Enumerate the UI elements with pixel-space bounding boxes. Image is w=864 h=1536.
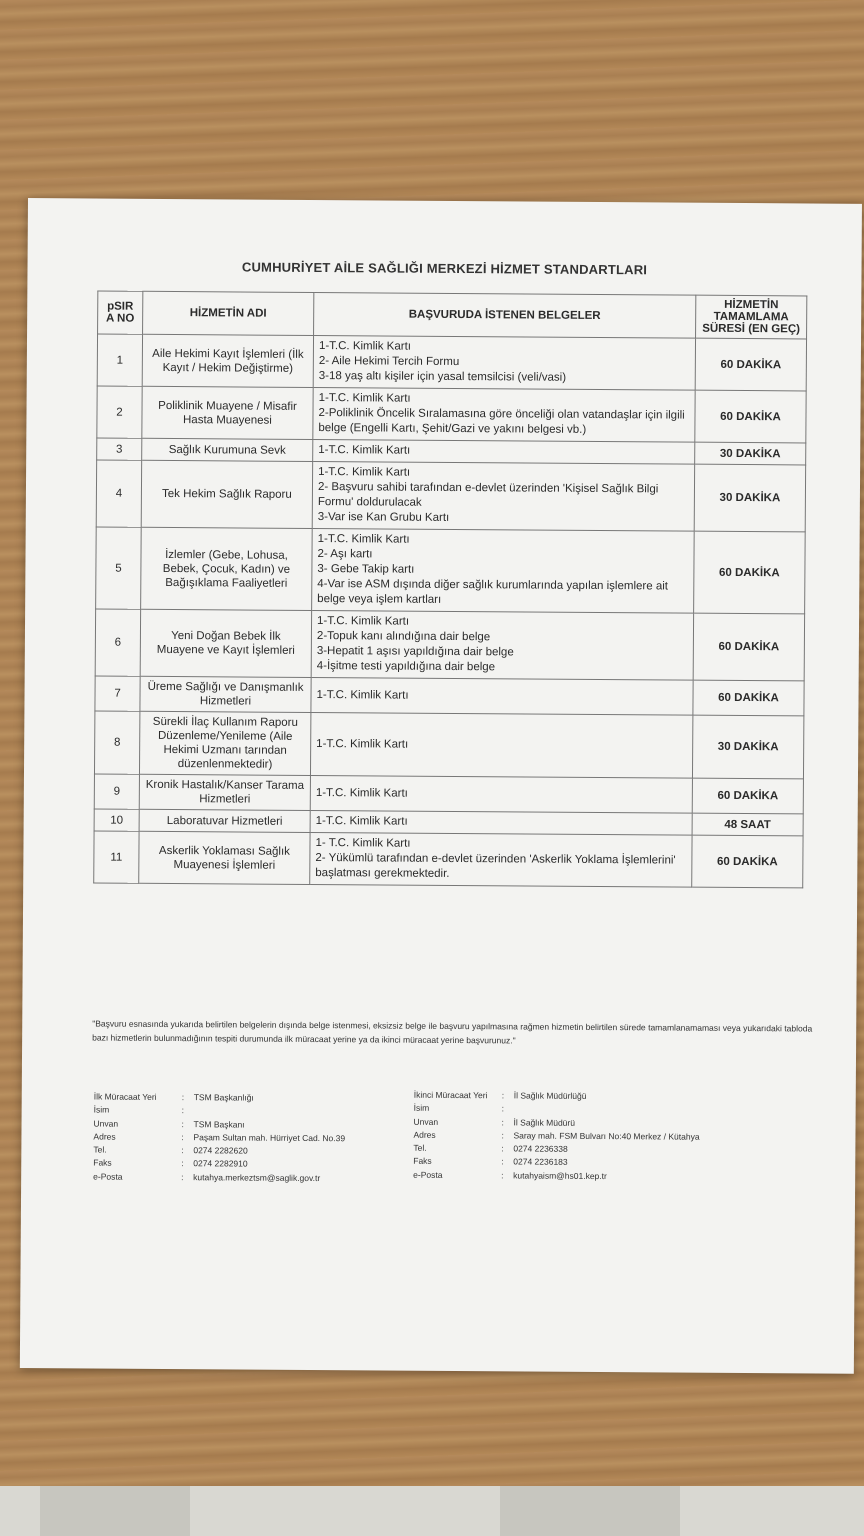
required-documents (310, 775, 692, 813)
document-item: 1- T.C. Kimlik Kartı (315, 837, 411, 850)
second-contact-separator: : (501, 1156, 504, 1167)
first-contact-value: 0274 2282910 (193, 1158, 248, 1170)
document-item: 2- Başvuru sahibi tarafından e-devlet üzerinden 'Kişisel Sağlık Bilgi Formu' doldurulacak (317, 481, 659, 509)
service-name: Poliklinik Muayene / Misafir Hasta Muayenesi (142, 386, 313, 439)
first-contact-label: Adres (93, 1131, 116, 1142)
completion-time: 48 SAAT (692, 813, 803, 836)
first-contact-label: İlk Müracaat Yeri (93, 1091, 157, 1102)
first-contact-separator: : (181, 1105, 185, 1116)
document-item: 1-T.C. Kimlik Kartı (316, 737, 409, 751)
first-contact-separator: : (181, 1092, 185, 1103)
document-item: 2-Topuk kanı alındığına dair belge (316, 630, 491, 644)
second-contact-separator: : (501, 1143, 504, 1154)
completion-time: 60 DAKİKA (693, 613, 804, 681)
service-name: Kronik Hastalık/Kanser Tarama Hizmetleri (139, 774, 310, 810)
document-item: 2- Aile Hekimi Tercih Formu (318, 355, 460, 369)
row-number: 1 (97, 334, 142, 386)
completion-time: 60 DAKİKA (694, 531, 806, 614)
complaint-note: "Başvuru esnasında yukarıda belirtilen belgelerin dışında belge istenmesi, eksizsiz belge ile başvuru yapılmasına rağmen hizmetin belirtilen sürede tamamlanamaması veya yukarıdaki tabloda bazı hizmetlerin bulunmadığının tespiti durumunda ilk müracaat yerine ya da ikinci müracaat yerine başvurunuz." (92, 1018, 813, 1046)
service-name: Sürekli İlaç Kullanım Raporu Düzenleme/Yenileme (Aile Hekimi Uzmanı tarından düzenlenmektedir) (139, 711, 310, 775)
second-contact-value: Saray mah. FSM Bulvarı No:40 Merkez / Kütahya (513, 1130, 700, 1142)
first-contact-separator: : (181, 1118, 184, 1129)
row-number: 6 (95, 609, 140, 676)
required-documents (313, 439, 695, 464)
first-contact-row (93, 1170, 345, 1185)
service-name: Sağlık Kurumuna Sevk (142, 438, 313, 461)
second-contact-separator: : (501, 1090, 505, 1101)
row-number: 8 (94, 711, 139, 774)
service-name: Aile Hekimi Kayıt İşlemleri (İlk Kayıt / Hekim Değiştirme) (142, 334, 313, 387)
document-item: 2-Poliklinik Öncelik Sıralamasına göre önceliği olan vatandaşlar için ilgili belge (Engelli Kartı, Şehit/Gazi ve yakını belgesi vb.) (318, 407, 685, 436)
service-name: Üreme Sağlığı ve Danışmanlık Hizmetleri (140, 676, 311, 712)
table-row (95, 676, 804, 716)
service-standards-table (93, 290, 807, 888)
first-contact-label: e-Posta (93, 1171, 123, 1182)
document-item: 1-T.C. Kimlik Kartı (315, 786, 408, 800)
header-no: pSIR A NO (98, 291, 143, 334)
first-contact-label: İsim (93, 1104, 110, 1115)
first-contact-value: TSM Başkanı (193, 1118, 245, 1130)
first-contact-separator: : (181, 1145, 184, 1156)
document-item: 4-İşitme testi yapıldığına dair belge (316, 660, 496, 674)
completion-time: 60 DAKİKA (692, 778, 803, 814)
document-item: 3-Hepatit 1 aşısı yapıldığına dair belge (316, 645, 514, 659)
first-contact-label: Unvan (93, 1118, 119, 1129)
second-contact-label: İsim (413, 1103, 430, 1114)
first-contact-value: 0274 2282620 (193, 1145, 248, 1156)
document-item: 1-T.C. Kimlik Kartı (316, 688, 409, 702)
document-item: 1-T.C. Kimlik Kartı (315, 815, 408, 828)
service-name: Yeni Doğan Bebek İlk Muayene ve Kayıt İşlemleri (140, 609, 311, 677)
header-documents: BAŞVURUDA İSTENEN BELGELER (314, 292, 696, 338)
second-contact-separator: : (501, 1170, 504, 1181)
required-documents (313, 335, 695, 390)
first-contact-separator: : (181, 1171, 184, 1182)
table-row (96, 527, 806, 614)
first-contact-value: kutahya.merkeztsm@saglik.gov.tr (193, 1171, 321, 1183)
document-item: 3-Var ise Kan Grubu Kartı (317, 511, 450, 524)
completion-time: 60 DAKİKA (695, 338, 806, 391)
second-contact-label: e-Posta (413, 1169, 443, 1180)
second-contact-separator: : (501, 1130, 504, 1141)
second-contact-value: İl Sağlık Müdürlüğü (513, 1090, 587, 1101)
document-item: 1-T.C. Kimlik Kartı (317, 615, 410, 628)
document-item: 1-T.C. Kimlik Kartı (317, 533, 410, 546)
second-contact-label: İkinci Müracaat Yeri (413, 1089, 488, 1101)
completion-time: 30 DAKİKA (695, 442, 806, 465)
table-row (94, 831, 803, 888)
second-contact-label: Adres (413, 1129, 436, 1140)
second-contact-separator: : (501, 1103, 505, 1114)
document-item: 3-18 yaş altı kişiler için yasal temsilcisi (veli/vasi) (318, 370, 567, 384)
first-contact-separator: : (181, 1158, 184, 1169)
document-item: 2- Yükümlü tarafından e-devlet üzerinden 'Askerlik Yoklama İşlemlerini' başlatması gerekmektedir. (315, 852, 676, 880)
document-item: 4-Var ise ASM dışında diğer sağlık kurumlarında yapılan işlemlere ait belge veya işlem kartları (317, 578, 669, 606)
service-name: Askerlik Yoklaması Sağlık Muayenesi İşlemleri (139, 831, 310, 884)
required-documents (312, 461, 694, 531)
first-contact-separator: : (181, 1131, 184, 1143)
second-contact-value: 0274 2236183 (513, 1156, 568, 1168)
required-documents (311, 610, 693, 680)
required-documents (311, 677, 693, 715)
second-application-contact (413, 1089, 700, 1184)
first-contact-value: Paşam Sultan mah. Hürriyet Cad. No.39 (193, 1132, 346, 1144)
document-item: 3- Gebe Takip kartı (317, 563, 415, 576)
document-item: 1-T.C. Kimlik Kartı (318, 466, 411, 479)
second-contact-separator: : (501, 1116, 504, 1127)
header-completion-time: HİZMETİN TAMAMLAMA SÜRESİ (EN GEÇ) (696, 295, 807, 339)
required-documents (312, 528, 695, 613)
document-item: 1-T.C. Kimlik Kartı (318, 444, 411, 457)
second-contact-label: Tel. (413, 1142, 427, 1153)
required-documents (310, 810, 692, 835)
table-row (96, 460, 805, 532)
row-number: 5 (96, 527, 142, 609)
floor-tile (500, 1486, 680, 1536)
document-sheet (20, 198, 862, 1374)
document-title: CUMHURİYET AİLE SAĞLIĞI MERKEZİ HİZMET STANDARTLARI (241, 259, 648, 278)
service-name: Laboratuvar Hizmetleri (139, 809, 310, 832)
completion-time: 60 DAKİKA (695, 390, 806, 443)
completion-time: 30 DAKİKA (694, 464, 805, 532)
completion-time: 30 DAKİKA (692, 715, 803, 779)
second-contact-label: Faks (413, 1156, 432, 1167)
row-number: 9 (94, 774, 139, 809)
table-row (95, 609, 804, 681)
document-item: 1-T.C. Kimlik Kartı (318, 340, 412, 353)
table-body (94, 334, 807, 888)
required-documents (310, 712, 692, 778)
row-number: 7 (95, 676, 140, 711)
header-service-name: HİZMETİN ADI (143, 291, 314, 335)
table-row (97, 334, 806, 391)
completion-time: 60 DAKİKA (692, 835, 803, 888)
table-header-row (98, 291, 807, 339)
second-contact-value: 0274 2236338 (513, 1143, 568, 1154)
second-contact-row (413, 1168, 699, 1183)
table-row (94, 711, 803, 779)
document-item: 1-T.C. Kimlik Kartı (318, 392, 411, 405)
first-application-contact (93, 1090, 345, 1185)
first-contact-value: TSM Başkanlığı (193, 1092, 254, 1103)
first-contact-label: Faks (93, 1157, 112, 1169)
required-documents (310, 832, 692, 887)
required-documents (313, 387, 695, 442)
row-number: 10 (94, 809, 139, 831)
row-number: 11 (94, 831, 139, 883)
row-number: 4 (96, 460, 141, 527)
service-name: Tek Hekim Sağlık Raporu (141, 460, 312, 528)
table-row (97, 386, 806, 443)
table-row (94, 774, 803, 814)
first-contact-label: Tel. (93, 1144, 107, 1155)
completion-time: 60 DAKİKA (693, 680, 804, 716)
row-number: 2 (97, 386, 142, 438)
second-contact-value: İl Sağlık Müdürü (513, 1117, 576, 1128)
second-contact-value: kutahyaism@hs01.kep.tr (513, 1170, 607, 1181)
floor-tile (40, 1486, 190, 1536)
row-number: 3 (97, 438, 142, 460)
document-item: 2- Aşı kartı (317, 548, 373, 561)
second-contact-label: Unvan (413, 1116, 439, 1127)
service-name: İzlemler (Gebe, Lohusa, Bebek, Çocuk, Kadın) ve Bağışıklama Faaliyetleri (141, 527, 313, 610)
